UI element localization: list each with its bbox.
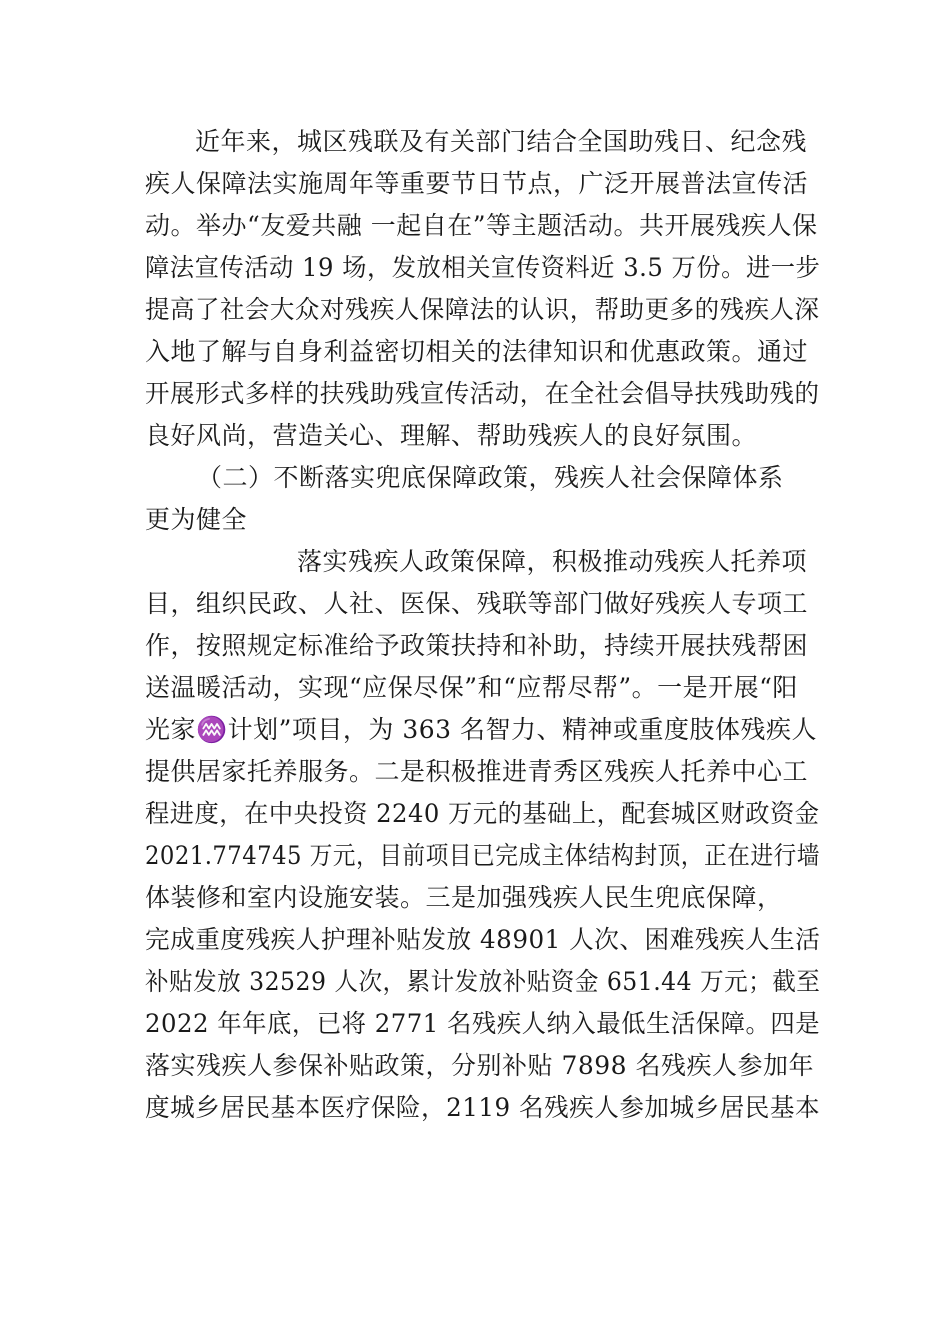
section-heading-line-2: 更为健全 bbox=[145, 505, 248, 534]
section-heading-line-1: （二）不断落实兜底保障政策，残疾人社会保障体系 bbox=[197, 463, 784, 492]
paragraph-2-line-6: 提供居家托养服务。二是积极推进青秀区残疾人托养中心工 bbox=[145, 757, 809, 786]
paragraph-1-line-6: 入地了解与自身利益密切相关的法律知识和优惠政策。通过 bbox=[145, 337, 809, 366]
paragraph-2-line-2: 目，组织民政、人社、医保、残联等部门做好残疾人专项工 bbox=[145, 589, 809, 618]
paragraph-1-line-2: 疾人保障法实施周年等重要节日节点，广泛开展普法宣传活 bbox=[145, 169, 809, 198]
paragraph-1-line-7: 开展形式多样的扶残助残宣传活动，在全社会倡导扶残助残的 bbox=[145, 379, 820, 408]
paragraph-2-line-1: 落实残疾人政策保障，积极推动残疾人托养项 bbox=[297, 547, 808, 576]
paragraph-2-line-11: 补贴发放 32529 人次，累计发放补贴资金 651.44 万元；截至 bbox=[145, 967, 821, 996]
paragraph-2-line-3: 作，按照规定标准给予政策扶持和补助，持续开展扶残帮困 bbox=[145, 631, 809, 660]
paragraph-1-line-5: 提高了社会大众对残疾人保障法的认识，帮助更多的残疾人深 bbox=[145, 295, 820, 324]
paragraph-2-line-14: 度城乡居民基本医疗保险，2119 名残疾人参加城乡居民基本 bbox=[145, 1093, 821, 1122]
paragraph-2-line-12: 2022 年年底，已将 2771 名残疾人纳入最低生活保障。四是 bbox=[145, 1009, 821, 1038]
paragraph-2-line-9: 体装修和室内设施安装。三是加强残疾人民生兜底保障， bbox=[145, 883, 783, 912]
paragraph-2-line-7: 程进度，在中央投资 2240 万元的基础上，配套城区财政资金 bbox=[145, 799, 820, 828]
paragraph-2-line-8: 2021.774745 万元，目前项目已完成主体结构封顶，正在进行墙 bbox=[145, 841, 820, 870]
paragraph-1-line-3: 动。举办“友爱共融 一起自在”等主题活动。共开展残疾人保 bbox=[145, 211, 818, 240]
paragraph-1-line-1: 近年来，城区残联及有关部门结合全国助残日、纪念残 bbox=[195, 127, 808, 156]
paragraph-1-line-4: 障法宣传活动 19 场，发放相关宣传资料近 3.5 万份。进一步 bbox=[145, 253, 821, 282]
paragraph-2-line-13: 落实残疾人参保补贴政策，分别补贴 7898 名残疾人参加年 bbox=[145, 1051, 815, 1080]
paragraph-2-line-10: 完成重度残疾人护理补贴发放 48901 人次、困难残疾人生活 bbox=[145, 925, 821, 954]
paragraph-2-line-4: 送温暖活动，实现“应保尽保”和“应帮尽帮”。一是开展“阳 bbox=[145, 673, 798, 702]
paragraph-1-line-8: 良好风尚，营造关心、理解、帮助残疾人的良好氛围。 bbox=[145, 421, 758, 450]
paragraph-2-line-5: 光家♒计划”项目，为 363 名智力、精神或重度肢体残疾人 bbox=[145, 715, 818, 744]
